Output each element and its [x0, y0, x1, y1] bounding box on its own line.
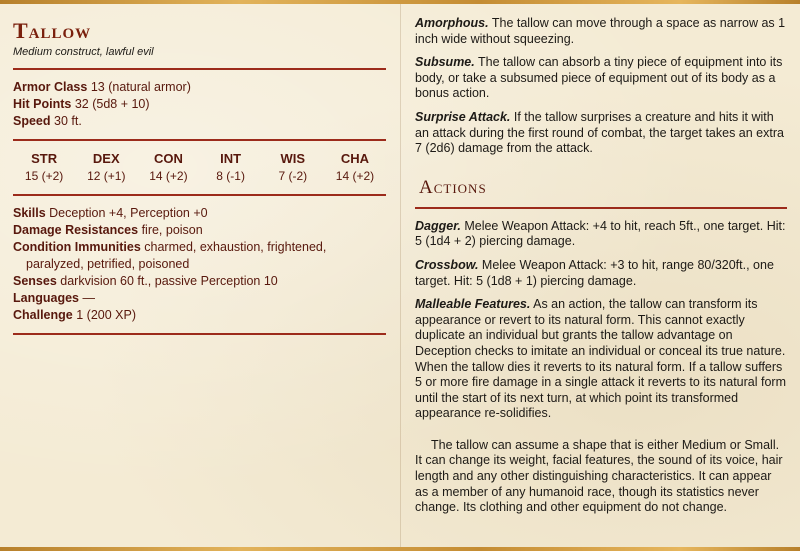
armor-class-value: 13 (natural armor) [90, 80, 191, 94]
speed-label: Speed [13, 114, 51, 128]
trait-name: Subsume. [415, 55, 475, 70]
ability-str [13, 150, 75, 185]
action-crossbow [415, 258, 787, 289]
ability-name: INT [220, 151, 242, 166]
challenge-label: Challenge [13, 308, 73, 322]
hit-points-value: 32 (5d8 + 10) [74, 97, 150, 111]
trait-text: If the tallow surprises a creature and hits it with an attack during the first round of combat, the target takes an extra 7 (2d6) damage from the attack. [415, 109, 784, 156]
action-name: Crossbow. [415, 257, 479, 272]
languages-label: Languages [13, 291, 79, 305]
trait-text: The tallow can absorb a tiny piece of equipment into its body, or take a subsumed piece of equipment out of its body as a bonus action. [415, 55, 783, 101]
action-text: Melee Weapon Attack: +3 to hit, range 80/320ft., one target. Hit: 5 (1d8 + 1) piercing damage. [415, 257, 774, 288]
speed-line [13, 113, 387, 130]
ability-dex [75, 150, 137, 185]
actions-heading: Actions [419, 176, 487, 198]
armor-class-line [13, 79, 387, 96]
challenge-line [13, 307, 387, 324]
stat-block-left-column [13, 4, 387, 344]
actions-rule [415, 207, 787, 209]
ability-cha [324, 150, 386, 185]
ability-scores [13, 150, 386, 185]
action-malleable-features [415, 297, 787, 422]
skills-line [13, 205, 387, 222]
ability-name: CON [153, 151, 183, 166]
trait-amorphous [415, 16, 787, 47]
ability-int [200, 150, 262, 185]
page-bottom-border [0, 547, 800, 551]
senses-label: Senses [13, 274, 57, 288]
condition-immunities-label: Condition Immunities [13, 240, 141, 254]
action-dagger [415, 219, 787, 250]
action-name: Malleable Features. [415, 297, 531, 312]
skills-value: Deception +4, Perception +0 [49, 206, 208, 220]
hit-points-label: Hit Points [13, 97, 72, 111]
hit-points-line [13, 96, 387, 113]
ability-score: 8 (-1) [216, 169, 245, 183]
ability-score: 7 (-2) [278, 169, 308, 183]
damage-resistances-line [13, 222, 387, 239]
trait-name: Amorphous. [415, 16, 489, 30]
ability-score: 15 (+2) [24, 169, 64, 183]
ability-wis [262, 150, 324, 185]
action-text: As an action, the tallow can transform its appearance or revert to its natural form. This cannot exactly duplicate an individual but grants the tallow advantage on Deception checks to imitate an individual or conceal its true nature. When the tallow dies it reverts to its natural form. If a tallow suffers 5 or more fire damage in a single attack it reverts to its natural form until the start of its next turn, at which point its transformed appearance re-solidifies. [415, 297, 786, 421]
divider-rule [13, 139, 386, 141]
skills-label: Skills [13, 206, 46, 220]
languages-value: — [82, 291, 95, 305]
ability-con [137, 150, 199, 185]
condition-immunities-value: charmed, exhaustion, frightened, paralyzed, petrified, poisoned [26, 240, 327, 271]
ability-name: WIS [280, 151, 306, 166]
description-paragraph: The tallow can assume a shape that is either Medium or Small. It can change its weight, facial features, the sound of its voice, hair length and any other distinguishing characteristics. It can appear as a member of any humanoid race, though its statistics never change. Its clothing and other equipment do not change. [415, 437, 783, 515]
trait-name: Surprise Attack. [415, 109, 511, 124]
challenge-value: 1 (200 XP) [76, 308, 136, 322]
ability-score: 14 (+2) [149, 169, 188, 183]
column-divider [400, 4, 401, 547]
ability-score: 12 (+1) [87, 169, 126, 183]
senses-line [13, 273, 387, 290]
trait-surprise-attack [415, 110, 787, 157]
action-text: Melee Weapon Attack: +4 to hit, reach 5ft., one target. Hit: 5 (1d4 + 2) piercing damage. [415, 218, 786, 249]
ability-name: CHA [340, 151, 370, 166]
action-name: Dagger. [415, 218, 461, 233]
trait-text: The tallow can move through a space as narrow as 1 inch wide without squeezing. [415, 16, 786, 46]
divider-rule [13, 333, 386, 335]
damage-resistances-label: Damage Resistances [13, 223, 139, 237]
speed-value: 30 ft. [54, 114, 82, 128]
creature-name: Tallow [13, 18, 92, 43]
senses-value: darkvision 60 ft., passive Perception 10 [60, 274, 278, 288]
damage-resistances-value: fire, poison [141, 223, 203, 237]
divider-rule [13, 194, 386, 196]
languages-line [13, 290, 387, 307]
ability-score: 14 (+2) [335, 169, 375, 183]
trait-subsume [415, 55, 787, 102]
armor-class-label: Armor Class [13, 80, 88, 94]
divider-rule [13, 68, 386, 70]
creature-subtitle: Medium construct, lawful evil [13, 46, 154, 58]
ability-name: DEX [92, 151, 120, 166]
stat-block-right-column [415, 4, 787, 524]
ability-name: STR [31, 151, 58, 166]
condition-immunities-line [13, 239, 387, 273]
